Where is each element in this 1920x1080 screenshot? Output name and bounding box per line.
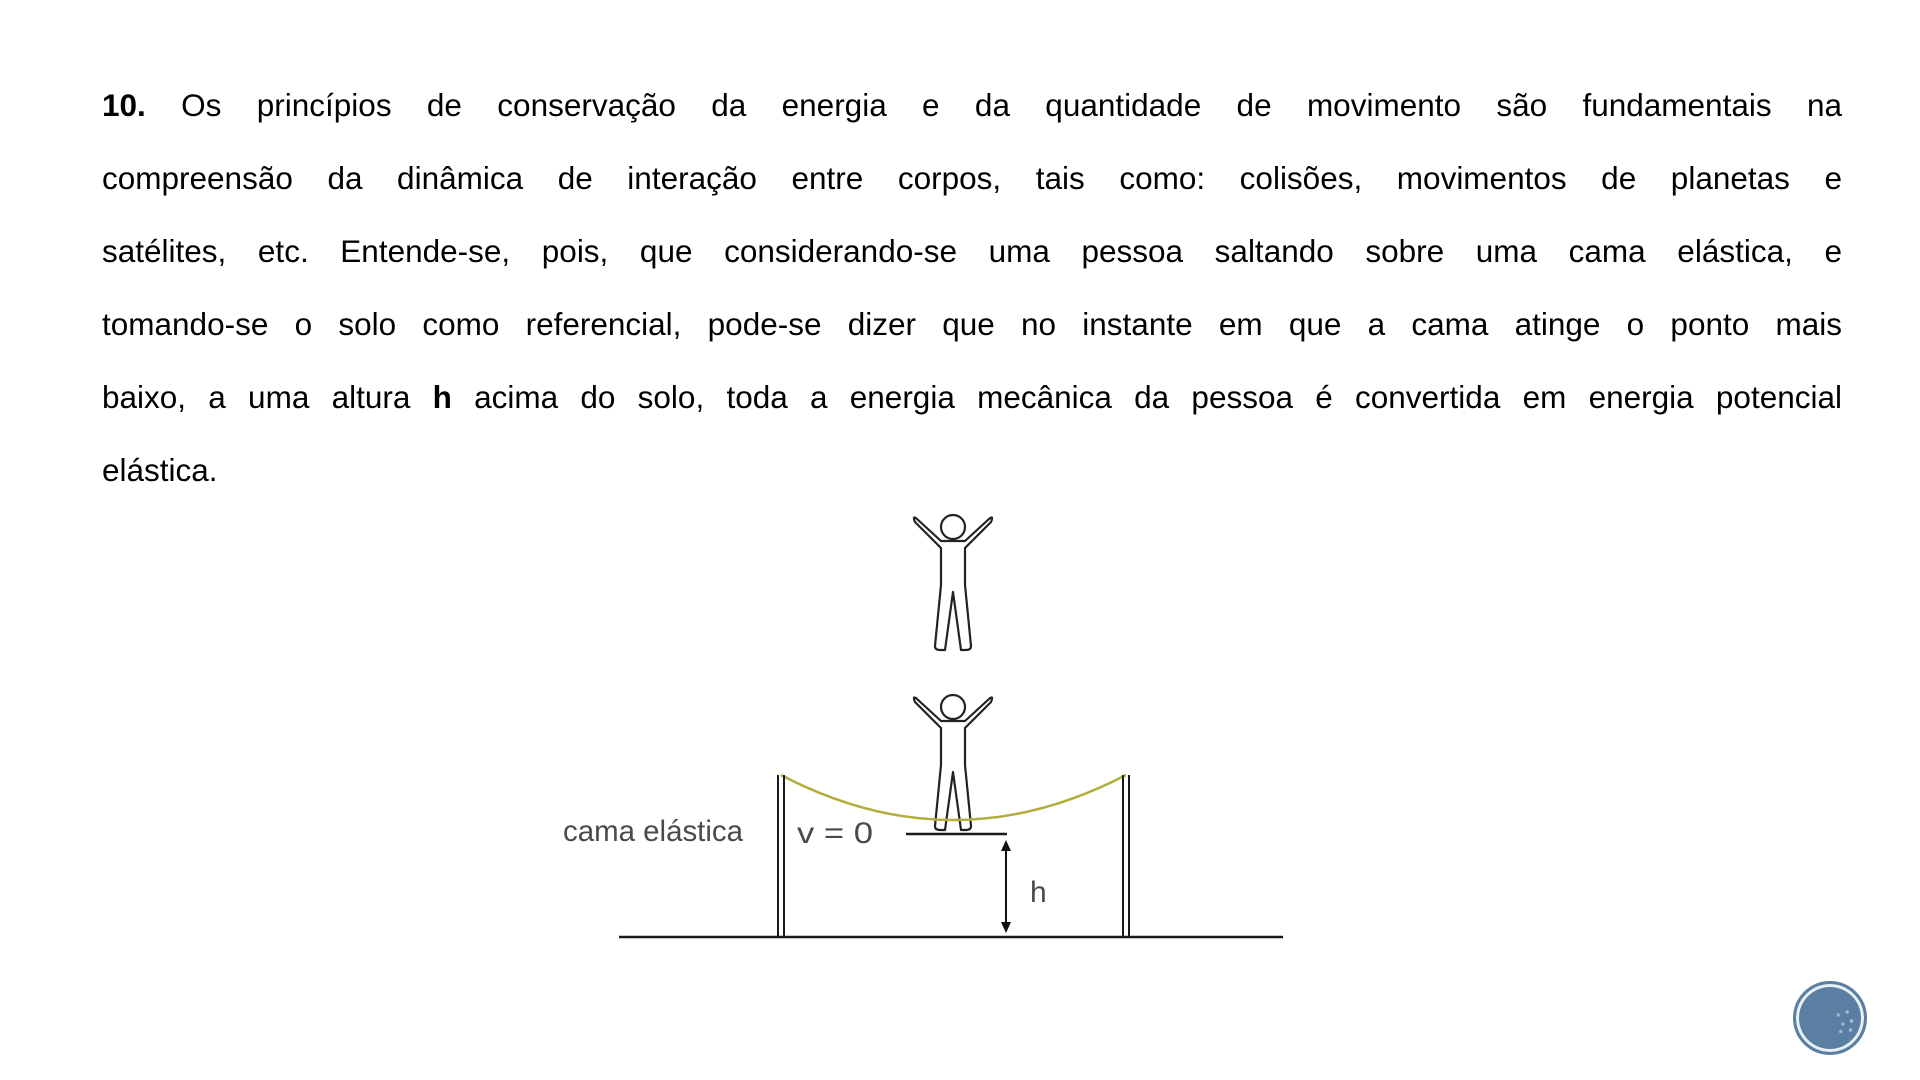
person-jumping-icon: [914, 515, 992, 650]
question-number: 10.: [102, 87, 146, 123]
question-line-6: elástica.: [102, 452, 218, 488]
height-arrow-icon: [1001, 840, 1011, 933]
slide-nav-badge[interactable]: [1793, 981, 1867, 1055]
question-line-5: baixo, a uma altura h acima do solo, toda a energia mecânica da pessoa é convertida em energia potencial: [102, 379, 1842, 415]
right-post: [1123, 775, 1129, 937]
question-text: [102, 80, 1842, 518]
question-line-1: 10. Os princípios de conservação da energia e da quantidade de movimento são fundamentais na: [102, 87, 1842, 123]
height-variable: h: [432, 379, 452, 415]
trampoline-label: cama elástica: [563, 815, 744, 848]
question-line-3: satélites, etc. Entende-se, pois, que considerando-se uma pessoa saltando sobre uma cama elástica, e: [102, 233, 1842, 269]
left-post: [778, 775, 784, 937]
badge-texture: [1834, 1006, 1856, 1036]
velocity-label: v = 0: [797, 817, 873, 850]
person-on-trampoline-icon: [914, 695, 992, 830]
height-label: h: [1030, 876, 1047, 909]
question-line-4: tomando-se o solo como referencial, pode-se dizer que no instante em que a cama atinge o ponto mais: [102, 306, 1842, 342]
trampoline-bed: [781, 775, 1126, 820]
question-line-2: compreensão da dinâmica de interação entre corpos, tais como: colisões, movimentos de planetas e: [102, 160, 1842, 196]
